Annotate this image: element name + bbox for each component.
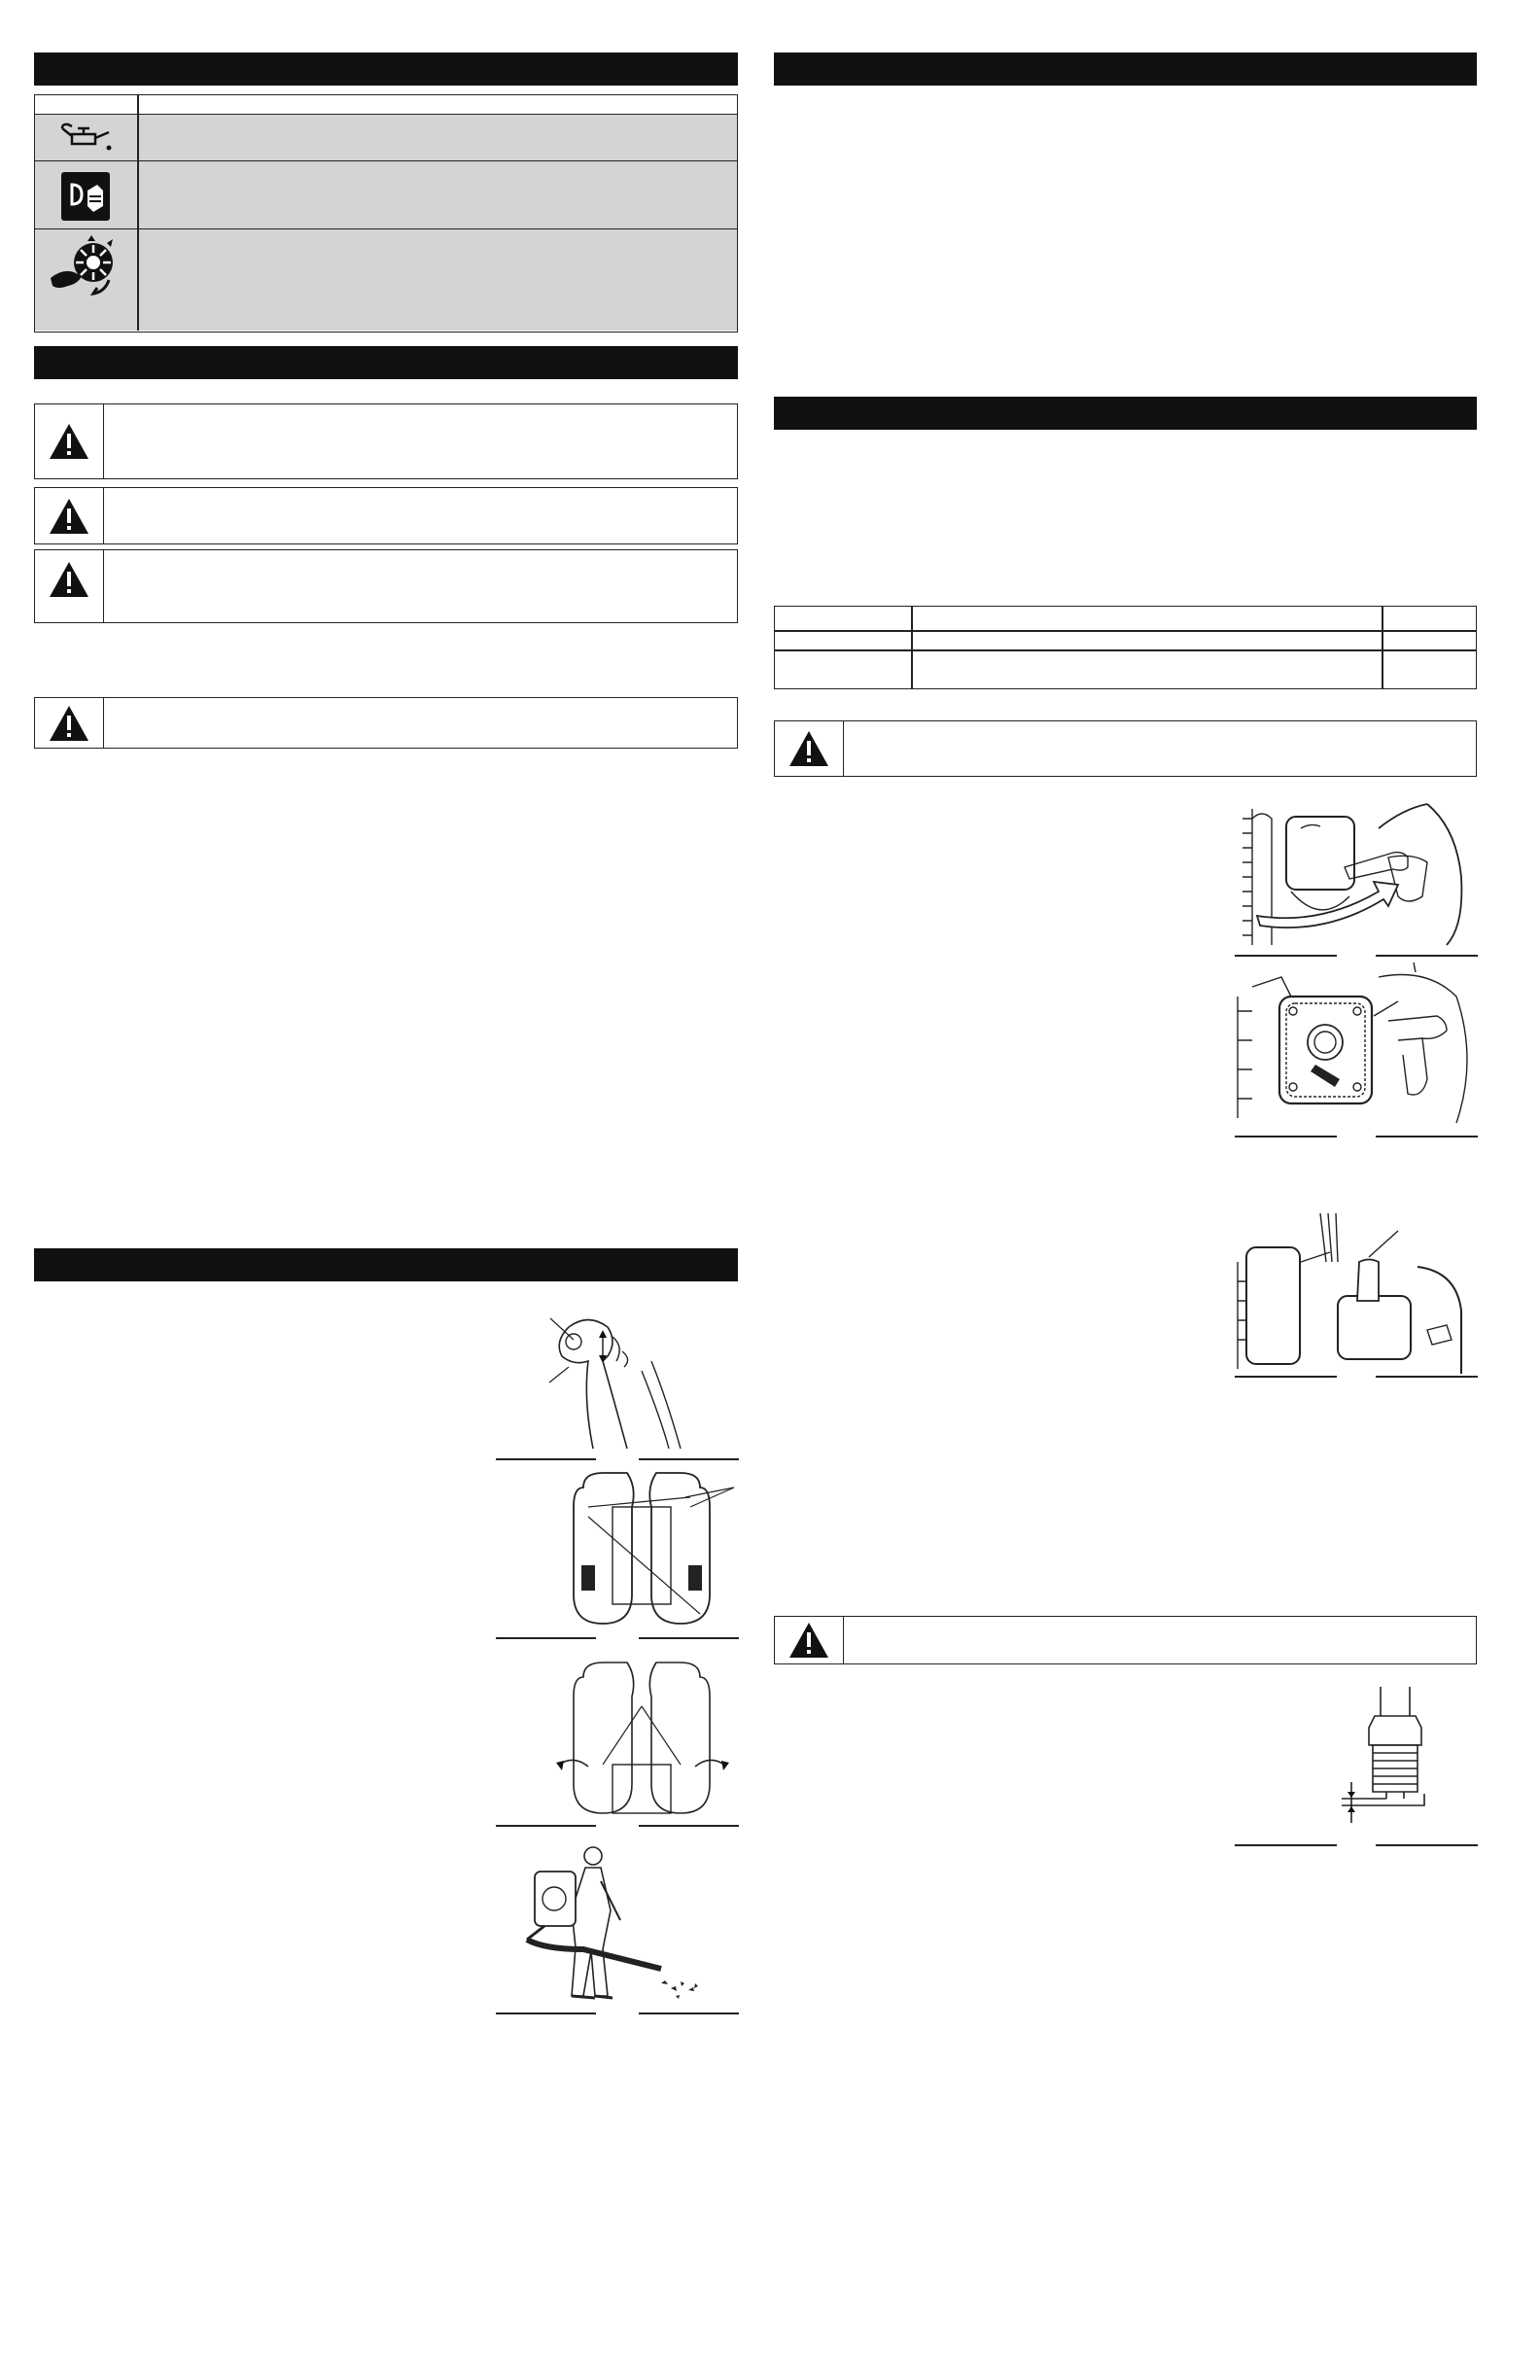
operator-using-blower-figure [515,1842,710,2012]
warning-triangle-icon [35,404,104,478]
warning-box [34,487,738,544]
section-header-bar [34,52,738,86]
section-header-bar [774,397,1477,430]
spark-plug-removal-figure [1233,1204,1478,1379]
throttle-hand-figure [496,1303,739,1458]
symbol-row [35,229,737,331]
warning-box [34,697,738,749]
air-filter-element-figure [1233,962,1478,1133]
section-header-bar [774,52,1477,86]
oil-can-icon [56,121,115,156]
section-header-bar [34,1248,738,1281]
warning-box [34,403,738,479]
eye-hearing-protection-icon [60,171,111,222]
air-filter-cover-figure [1233,799,1478,955]
warning-triangle-icon [775,721,844,776]
warning-triangle-icon [35,488,104,543]
warning-triangle-icon [35,698,104,748]
spark-plug-gap-figure [1332,1687,1478,1852]
symbol-row [35,115,737,161]
rotating-fan-hand-hazard-icon [49,235,121,298]
harness-adjust-figure [544,1658,739,1823]
spec-table [774,606,1477,689]
section-header-bar [34,346,738,379]
warning-box [34,549,738,623]
warning-triangle-icon [775,1617,844,1663]
symbol-table-header [35,95,737,115]
warning-box [774,720,1477,777]
warning-triangle-icon [35,550,104,622]
symbol-row [35,161,737,229]
warning-box [774,1616,1477,1664]
harness-straps-figure [544,1468,739,1633]
symbol-table [34,94,738,332]
